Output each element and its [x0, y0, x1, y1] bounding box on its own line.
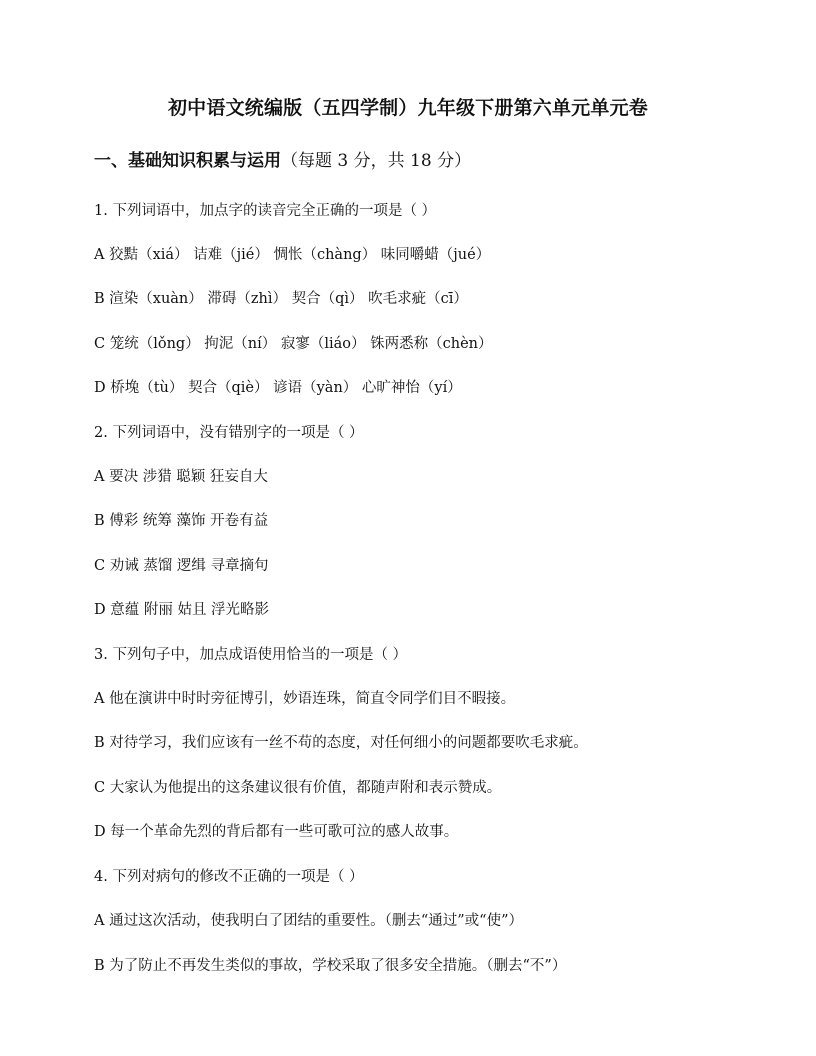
- document-title: 初中语文统编版（五四学制）九年级下册第六单元单元卷: [167, 97, 648, 119]
- question-3-option-c: C 大家认为他提出的这条建议很有价值，都随声附和表示赞成。: [94, 780, 502, 796]
- question-2-option-c: C 劝诫 蒸馏 逻缉 寻章摘句: [94, 558, 269, 574]
- question-4: 4. 下列对病句的修改不正确的一项是（ ）: [94, 869, 364, 885]
- question-1-option-b: B 渲染（xuàn） 滞碍（zhì） 契合（qì） 吹毛求疵（cī）: [94, 291, 468, 307]
- question-3: 3. 下列句子中，加点成语使用恰当的一项是（ ）: [94, 647, 408, 663]
- section-heading-text: 一、基础知识积累与运用: [94, 151, 281, 171]
- question-1-option-d: D 桥堍（tù） 契合（qiè） 谚语（yàn） 心旷神怡（yí）: [94, 380, 462, 396]
- question-1-option-a: A 狡黠（xiá） 诘难（jié） 惆怅（chàng） 味同嚼蜡（jué）: [94, 247, 491, 263]
- question-3-option-d: D 每一个革命先烈的背后都有一些可歌可泣的感人故事。: [94, 824, 459, 840]
- question-2-option-d: D 意蕴 附丽 姑且 浮光略影: [94, 602, 270, 618]
- question-4-option-b: B 为了防止不再发生类似的事故，学校采取了很多安全措施。（删去“不”）: [94, 958, 567, 974]
- question-2: 2. 下列词语中，没有错别字的一项是（ ）: [94, 425, 364, 441]
- question-4-option-a: A 通过这次活动，使我明白了团结的重要性。（删去“通过”或“使”）: [94, 913, 523, 929]
- question-2-option-a: A 要决 涉猎 聪颖 狂妄自大: [94, 469, 268, 485]
- question-2-option-b: B 傅彩 统筹 藻饰 开卷有益: [94, 513, 269, 529]
- question-3-option-a: A 他在演讲中时时旁征博引，妙语连珠，简直令同学们目不暇接。: [94, 691, 516, 707]
- section-heading: [94, 149, 471, 173]
- question-1: 1. 下列词语中，加点字的读音完全正确的一项是（ ）: [94, 203, 437, 219]
- question-1-option-c: C 笼统（lǒng） 拘泥（ní） 寂寥（liáo） 铢两悉称（chèn）: [94, 336, 493, 352]
- section-score-note: （每题 3 分，共 18 分）: [281, 151, 472, 171]
- question-3-option-b: B 对待学习，我们应该有一丝不苟的态度，对任何细小的问题都要吹毛求疵。: [94, 735, 588, 751]
